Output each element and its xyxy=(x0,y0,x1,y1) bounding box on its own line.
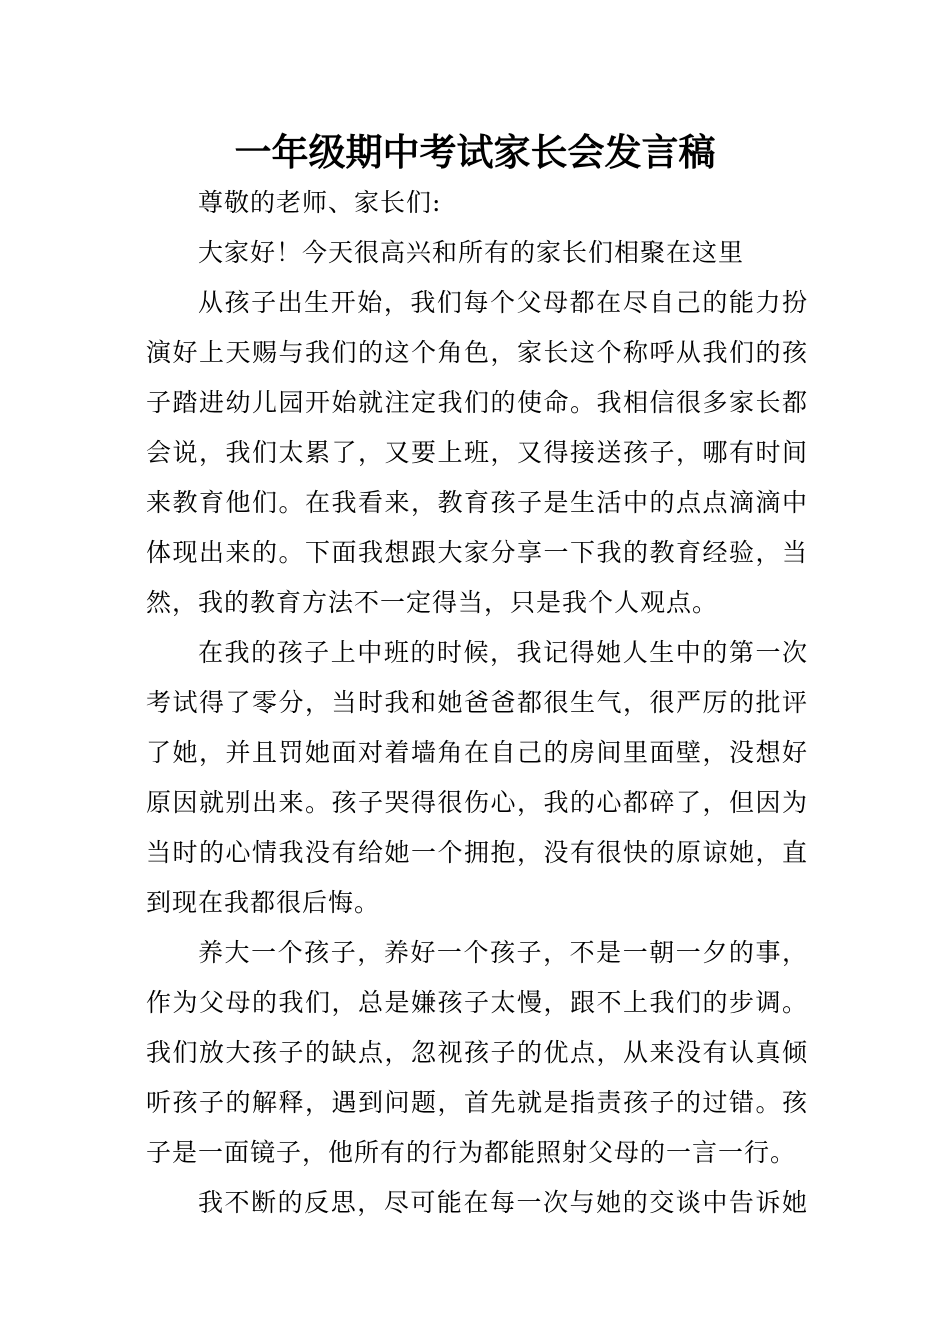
paragraph-line: 在我的孩子上中班的时候，我记得她人生中的第一次 xyxy=(198,638,808,667)
paragraph-line: 子是一面镜子，他所有的行为都能照射父母的一言一行。 xyxy=(146,1138,797,1167)
paragraph-line: 考试得了零分，当时我和她爸爸都很生气，很严厉的批评 xyxy=(146,688,808,717)
paragraph-line: 我们放大孩子的缺点，忽视孩子的优点，从来没有认真倾 xyxy=(146,1038,808,1067)
paragraph-line: 我不断的反思，尽可能在每一次与她的交谈中告诉她 xyxy=(198,1188,808,1217)
paragraph-4 xyxy=(146,1178,808,1228)
paragraph-line: 了她，并且罚她面对着墙角在自己的房间里面壁，没想好 xyxy=(146,738,808,767)
paragraph-line: 体现出来的。下面我想跟大家分享一下我的教育经验，当 xyxy=(146,538,808,567)
paragraph-line: 原因就别出来。孩子哭得很伤心，我的心都碎了，但因为 xyxy=(146,788,808,817)
paragraph-line: 到现在我都很后悔。 xyxy=(146,888,381,917)
paragraph-line: 子踏进幼儿园开始就注定我们的使命。我相信很多家长都 xyxy=(146,388,808,417)
paragraph-line: 演好上天赐与我们的这个角色，家长这个称呼从我们的孩 xyxy=(146,338,808,367)
document-title: 一年级期中考试家长会发言稿 xyxy=(234,131,716,174)
paragraph-line: 从孩子出生开始，我们每个父母都在尽自己的能力扮 xyxy=(198,288,808,317)
greeting: 大家好！今天很高兴和所有的家长们相聚在这里 xyxy=(198,238,745,267)
paragraph-3 xyxy=(146,928,808,1178)
paragraph-line: 作为父母的我们，总是嫌孩子太慢，跟不上我们的步调。 xyxy=(146,988,808,1017)
paragraph-line: 来教育他们。在我看来，教育孩子是生活中的点点滴滴中 xyxy=(146,488,808,517)
paragraph-2 xyxy=(146,628,808,928)
paragraph-1 xyxy=(146,278,808,628)
document-body xyxy=(146,178,808,1228)
paragraph-line: 当时的心情我没有给她一个拥抱，没有很快的原谅她，直 xyxy=(146,838,808,867)
paragraph-line: 听孩子的解释，遇到问题，首先就是指责孩子的过错。孩 xyxy=(146,1088,808,1117)
salutation: 尊敬的老师、家长们: xyxy=(198,188,442,217)
paragraph-line: 然，我的教育方法不一定得当，只是我个人观点。 xyxy=(146,588,719,617)
paragraph-line: 会说，我们太累了，又要上班，又得接送孩子，哪有时间 xyxy=(146,438,808,467)
paragraph-line: 养大一个孩子，养好一个孩子，不是一朝一夕的事， xyxy=(198,938,808,967)
